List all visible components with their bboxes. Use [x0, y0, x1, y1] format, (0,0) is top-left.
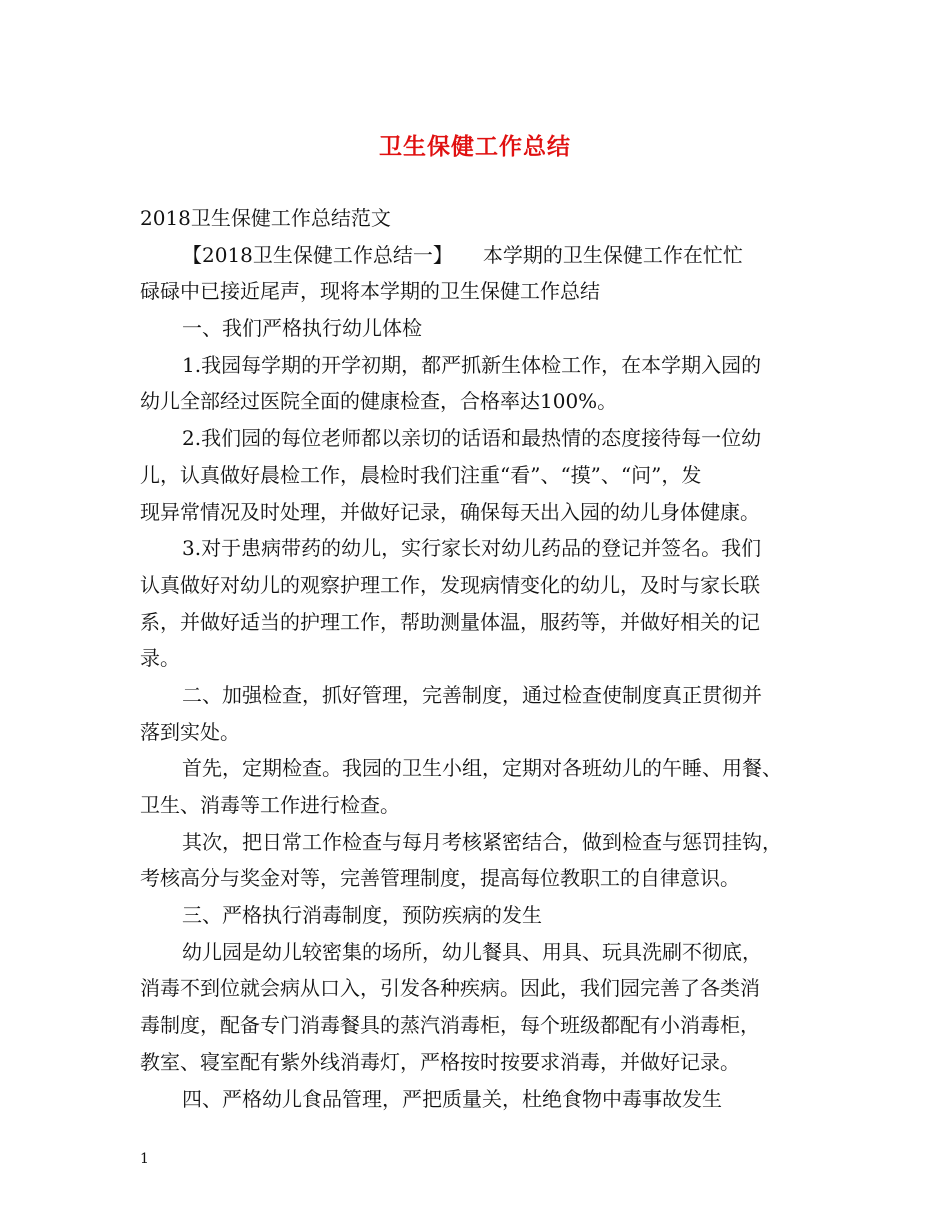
section-heading: 三、严格执行消毒制度，预防疾病的发生 — [182, 903, 542, 928]
paragraph-line: 毒制度，配备专门消毒餐具的蒸汽消毒柜，每个班级都配有小消毒柜， — [140, 1013, 760, 1038]
paragraph-line: 【2018卫生保健工作总结一】 本学期的卫生保健工作在忙忙 — [182, 242, 743, 267]
paragraph-line: 认真做好对幼儿的观察护理工作，发现病情变化的幼儿，及时与家长联 — [140, 572, 760, 597]
document-title: 卫生保健工作总结 — [379, 133, 571, 160]
paragraph-line: 卫生、消毒等工作进行检查。 — [140, 793, 400, 817]
paragraph-line: 碌碌中已接近尾声，现将本学期的卫生保健工作总结 — [140, 279, 600, 304]
paragraph-line: 教室、寝室配有紫外线消毒灯，严格按时按要求消毒，并做好记录。 — [140, 1049, 740, 1074]
section-heading: 二、加强检查，抓好管理，完善制度，通过检查使制度真正贯彻并 — [182, 682, 762, 707]
subtitle-line: 2018卫生保健工作总结范文 — [140, 206, 391, 230]
paragraph-line: 现异常情况及时处理，并做好记录，确保每天出入园的幼儿身体健康。 — [140, 499, 760, 524]
paragraph-line: 儿，认真做好晨检工作，晨检时我们注重“看”、“摸”、“问”，发 — [140, 462, 702, 487]
paragraph-line: 1.我园每学期的开学初期，都严抓新生体检工作，在本学期入园的 — [182, 352, 762, 377]
paragraph-line: 幼儿园是幼儿较密集的场所，幼儿餐具、用具、玩具洗刷不彻底， — [182, 939, 762, 964]
paragraph-line: 系，并做好适当的护理工作，帮助测量体温，服药等，并做好相关的记 — [140, 609, 760, 634]
paragraph-line: 其次，把日常工作检查与每月考核紧密结合，做到检查与惩罚挂钩， — [182, 829, 782, 854]
paragraph-line: 落到实处。 — [140, 719, 240, 744]
paragraph-line: 幼儿全部经过医院全面的健康检查，合格率达100%。 — [140, 389, 618, 414]
paragraph-line: 录。 — [140, 646, 180, 671]
section-heading: 四、严格幼儿食品管理，严把质量关，杜绝食物中毒事故发生 — [182, 1086, 722, 1111]
document-body — [140, 200, 816, 1117]
paragraph-line: 3.对于患病带药的幼儿，实行家长对幼儿药品的登记并签名。我们 — [182, 536, 762, 561]
section-heading: 一、我们严格执行幼儿体检 — [182, 316, 422, 341]
page-number: 1 — [140, 1151, 149, 1167]
paragraph-line: 消毒不到位就会病从口入，引发各种疾病。因此，我们园完善了各类消 — [140, 976, 760, 1001]
paragraph-line: 2.我们园的每位老师都以亲切的话语和最热情的态度接待每一位幼 — [182, 426, 762, 451]
paragraph-line: 考核高分与奖金对等，完善管理制度，提高每位教职工的自律意识。 — [140, 866, 740, 891]
paragraph-line: 首先，定期检查。我园的卫生小组，定期对各班幼儿的午睡、用餐、 — [182, 756, 782, 781]
